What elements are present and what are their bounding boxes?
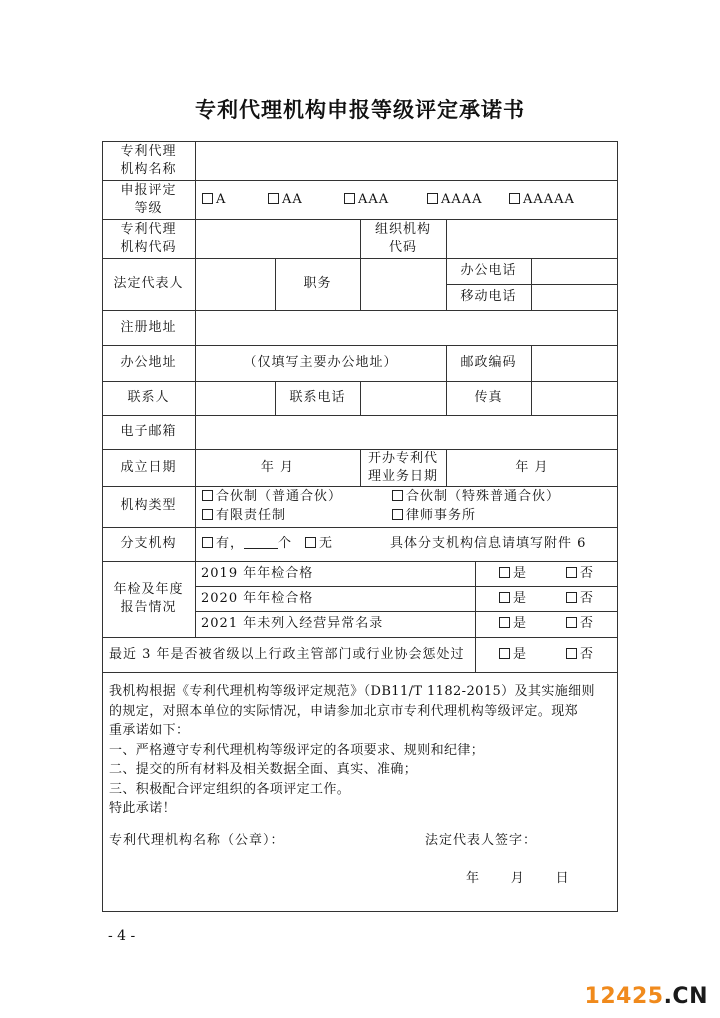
pledge-line: 我机构根据《专利代理机构等级评定规范》（DB11/T 1182-2015）及其实施细则 — [109, 684, 595, 699]
label-email: 电子邮箱 — [120, 424, 177, 439]
annual-2020-yes[interactable]: 是 — [499, 590, 527, 608]
page-number: - 4 - — [108, 928, 136, 944]
branch-note: 具体分支机构信息请填写附件 6 — [390, 536, 587, 551]
office-address-hint: （仅填写主要办公地址） — [243, 355, 398, 370]
branch-count-blank[interactable] — [244, 536, 278, 549]
checkbox-icon[interactable] — [392, 490, 403, 501]
label-annual-check: 年检及年度 报告情况 — [113, 582, 184, 615]
label-branch: 分支机构 — [120, 536, 177, 551]
org-type-general-partnership[interactable]: 合伙制（普通合伙） — [202, 488, 342, 506]
checkbox-icon[interactable] — [499, 592, 510, 603]
checkbox-icon[interactable] — [499, 648, 510, 659]
org-seal-label: 专利代理机构名称（公章）： — [109, 833, 285, 848]
pledge-line: 一、严格遵守专利代理机构等级评定的各项要求、规则和纪律； — [109, 742, 485, 758]
annual-item-2019: 2019 年年检合格 — [201, 566, 314, 581]
level-option-aa[interactable]: AA — [268, 191, 303, 209]
pledge-line: 二、提交的所有材料及相关数据全面、真实、准确； — [109, 762, 418, 777]
branch-none-option[interactable]: 无 — [305, 535, 333, 553]
checkbox-icon[interactable] — [499, 617, 510, 628]
label-org-code: 专利代理 机构代码 — [120, 222, 177, 255]
label-postcode: 邮政编码 — [460, 355, 517, 370]
annual-item-2021: 2021 年未列入经营异常名录 — [201, 616, 384, 631]
label-position: 职务 — [303, 276, 332, 291]
label-mobile-phone: 移动电话 — [460, 289, 517, 304]
annual-item-2020: 2020 年年检合格 — [201, 591, 314, 606]
label-registered-address: 注册地址 — [120, 320, 177, 335]
founded-year-month: 年 月 — [260, 460, 295, 475]
pledge-text — [109, 682, 609, 819]
checkbox-icon[interactable] — [499, 567, 510, 578]
org-type-special-partnership[interactable]: 合伙制（特殊普通合伙） — [392, 488, 560, 506]
annual-2021-no[interactable]: 否 — [566, 615, 594, 633]
annual-2019-yes[interactable]: 是 — [499, 565, 527, 583]
document-title: 专利代理机构申报等级评定承诺书 — [195, 97, 525, 122]
label-org-type: 机构类型 — [120, 498, 177, 513]
level-option-aaa[interactable]: AAA — [344, 191, 389, 209]
label-organization-code: 组织机构 代码 — [374, 222, 431, 255]
pledge-line: 重承诺如下： — [109, 723, 190, 738]
level-option-aaaaa[interactable]: AAAAA — [509, 191, 575, 209]
checkbox-icon[interactable] — [427, 193, 438, 204]
annual-2020-no[interactable]: 否 — [566, 590, 594, 608]
checkbox-icon[interactable] — [202, 509, 213, 520]
level-option-aaaa[interactable]: AAAA — [427, 191, 483, 209]
penalty-question: 最近 3 年是否被省级以上行政主管部门或行业协会惩处过 — [109, 647, 465, 662]
org-type-limited-liability[interactable]: 有限责任制 — [202, 507, 286, 525]
checkbox-icon[interactable] — [566, 648, 577, 659]
label-office-address: 办公地址 — [120, 355, 177, 370]
pledge-line: 特此承诺！ — [109, 801, 177, 816]
checkbox-icon[interactable] — [566, 592, 577, 603]
label-apply-level: 申报评定 等级 — [120, 183, 177, 216]
pledge-line: 三、积极配合评定组织的各项评定工作。 — [109, 781, 351, 797]
label-office-phone: 办公电话 — [460, 263, 517, 278]
checkbox-icon[interactable] — [202, 193, 213, 204]
pledge-date: 年 月 日 — [466, 871, 570, 886]
checkbox-icon[interactable] — [566, 617, 577, 628]
site-watermark: 12425.CN — [584, 984, 708, 1009]
patent-start-year-month: 年 月 — [515, 460, 549, 475]
label-founded-date: 成立日期 — [120, 460, 177, 475]
checkbox-icon[interactable] — [509, 193, 520, 204]
penalty-no[interactable]: 否 — [566, 646, 594, 664]
legal-rep-signature-label: 法定代表人签字： — [425, 833, 538, 848]
label-legal-rep: 法定代表人 — [113, 276, 184, 291]
checkbox-icon[interactable] — [566, 567, 577, 578]
checkbox-icon[interactable] — [202, 490, 213, 501]
checkbox-icon[interactable] — [305, 537, 316, 548]
label-contact-phone: 联系电话 — [289, 390, 346, 405]
checkbox-icon[interactable] — [202, 537, 213, 548]
label-contact: 联系人 — [127, 390, 170, 405]
annual-2021-yes[interactable]: 是 — [499, 615, 527, 633]
label-org-name: 专利代理 机构名称 — [120, 144, 177, 177]
label-patent-start-date: 开办专利代 理业务日期 — [367, 451, 438, 484]
checkbox-icon[interactable] — [344, 193, 355, 204]
branch-has-option[interactable]: 有， 个 — [202, 535, 292, 553]
penalty-yes[interactable]: 是 — [499, 646, 527, 664]
label-fax: 传真 — [474, 390, 503, 405]
checkbox-icon[interactable] — [392, 509, 403, 520]
level-option-a[interactable]: A — [202, 191, 226, 209]
checkbox-icon[interactable] — [268, 193, 279, 204]
pledge-line: 的规定，对照本单位的实际情况，申请参加北京市专利代理机构等级评定。现郑 — [109, 703, 579, 719]
org-type-law-firm[interactable]: 律师事务所 — [392, 507, 476, 525]
annual-2019-no[interactable]: 否 — [566, 565, 594, 583]
